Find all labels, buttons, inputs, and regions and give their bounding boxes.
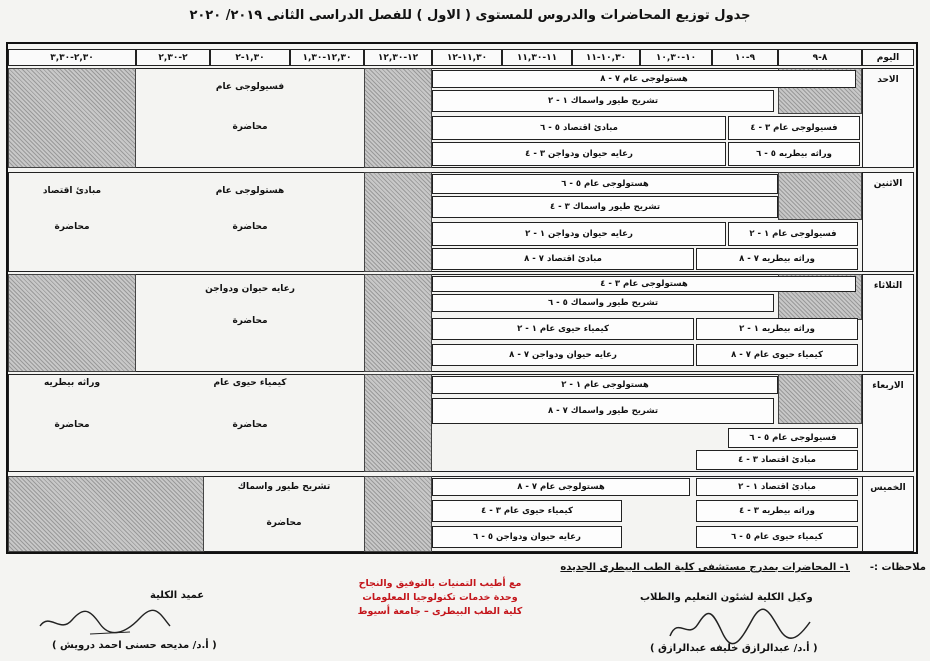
header-slot-6: ١١,٣٠-١٢ [432,49,502,66]
lab-session: هستولوجى عام ٣ - ٤ [432,276,856,292]
lab-session: فسيولوجى عام ١ - ٢ [728,222,858,246]
lab-session: مبادئ اقتصاد ٧ - ٨ [432,248,694,270]
lecture-label: محاضرة [232,222,268,232]
lab-session: هستولوجى عام ٧ - ٨ [432,478,690,496]
shaded-cell [778,374,862,424]
lab-session: كيمياء حيوى عام ٧ - ٨ [696,344,858,366]
lecture-title: فسيولوجى عام [215,82,285,92]
dean-name: ( أ.د/ مديحه حسنى احمد درويش ) [52,640,217,651]
vice-dean-signature [660,606,820,646]
lecture-title: رعايه حيوان ودواجن [205,284,295,294]
lab-session: وراثه بيطريه ١ - ٢ [696,318,858,340]
note-1: ١- المحاضرات بمدرج مستشفى كلية الطب البيطرى الجديده [560,562,850,573]
lecture-label: محاضرة [232,420,268,430]
day-label-wednesday: الاربعاء [862,374,914,472]
shaded-cell [8,274,136,372]
day-label-thursday: الخميس [862,476,914,552]
header-slot-10: ٢-٢,٣٠ [136,49,210,66]
dean-signature [30,604,180,640]
notes-label: ملاحظات :- [869,562,926,573]
lab-session: هستولوجى عام ٥ - ٦ [432,174,778,194]
lab-session: رعايه حيوان ودواجن ٧ - ٨ [432,344,694,366]
lab-session: هستولوجى عام ٧ - ٨ [432,70,856,88]
vice-dean-title: وكيل الكلية لشئون التعليم والطلاب [640,592,813,603]
lab-session: كيمياء حيوى عام ٥ - ٦ [696,526,858,548]
lab-session: مبادئ اقتصاد ٣ - ٤ [696,450,858,470]
lab-session: وراثه بيطريه ٥ - ٦ [728,142,860,166]
header-slot-9: ١,٣٠-٢ [210,49,290,66]
lab-session: كيمياء حيوى عام ٣ - ٤ [432,500,622,522]
shaded-cell [778,172,862,220]
lab-session: تشريح طيور واسماك ٣ - ٤ [432,196,778,218]
day-label-monday: الاثنين [862,172,914,272]
lecture-title: كيمياء حيوى عام [213,378,287,388]
lab-session: رعايه حيوان ودواجن ٣ - ٤ [432,142,726,166]
day-label-tuesday: الثلاثاء [862,274,914,372]
shaded-cell [364,374,432,472]
shaded-cell [8,68,136,168]
header-slot-5: ١١-١١,٣٠ [502,49,572,66]
shaded-cell [8,476,204,552]
lecture-label: محاضرة [266,518,302,528]
shaded-cell [364,274,432,372]
lecture-label: محاضرة [54,420,90,430]
lecture-title: وراثه بيطريه [43,378,101,388]
lab-session: مبادئ اقتصاد ٥ - ٦ [432,116,726,140]
lab-session: مبادئ اقتصاد ١ - ٢ [696,478,858,496]
lab-session: وراثه بيطريه ٣ - ٤ [696,500,858,522]
page-title: جدول توزيع المحاضرات والدروس للمستوى ( الاول ) للفصل الدراسى الثانى ٢٠١٩/ ٢٠٢٠ [189,8,751,23]
lecture-label: محاضرة [232,316,268,326]
lab-session: كيمياء حيوى عام ١ - ٢ [432,318,694,340]
lab-session: فسيولوجى عام ٣ - ٤ [728,116,860,140]
lecture-title: هستولوجى عام [215,186,285,196]
lecture-label: محاضرة [232,122,268,132]
header-slot-1: ٨-٩ [778,49,862,66]
lab-session: تشريح طيور واسماك ٥ - ٦ [432,294,774,312]
wishes-line-3: كلية الطب البيطرى – جامعة أسيوط [357,606,523,617]
header-slot-3: ١٠-١٠,٣٠ [640,49,712,66]
header-slot-7: ١٢-١٢,٣٠ [364,49,432,66]
header-slot-11: ٢,٣٠-٣,٣٠ [8,49,136,66]
wishes-line-2: وحدة خدمات تكنولوجيا المعلومات [362,592,518,603]
header-slot-8: ١٢,٣٠-١,٣٠ [290,49,364,66]
dean-title: عميد الكلية [150,590,205,601]
shaded-cell [364,68,432,168]
lab-session: فسيولوجى عام ٥ - ٦ [728,428,858,448]
wishes-line-1: مع أطيب التمنيات بالتوفيق والنجاح [358,578,522,589]
lecture-title: تشريح طيور واسماك [237,482,331,492]
day-label-sunday: الاحد [862,68,914,168]
header-day: اليوم [862,49,914,66]
lab-session: وراثه بيطريه ٧ - ٨ [696,248,858,270]
lecture-label: محاضرة [54,222,90,232]
vice-dean-name: ( أ.د/ عبدالرازق خليفه عبدالرازق ) [650,643,818,654]
lab-session: هستولوجى عام ١ - ٢ [432,376,778,394]
lab-session: تشريح طيور واسماك ١ - ٢ [432,90,774,112]
header-slot-2: ٩-١٠ [712,49,778,66]
lab-session: رعايه حيوان ودواجن ٥ - ٦ [432,526,622,548]
header-slot-4: ١٠,٣٠-١١ [572,49,640,66]
shaded-cell [364,172,432,272]
lab-session: تشريح طيور واسماك ٧ - ٨ [432,398,774,424]
lecture-title: مبادئ اقتصاد [42,186,102,196]
lab-session: رعايه حيوان ودواجن ١ - ٢ [432,222,726,246]
shaded-cell [364,476,432,552]
